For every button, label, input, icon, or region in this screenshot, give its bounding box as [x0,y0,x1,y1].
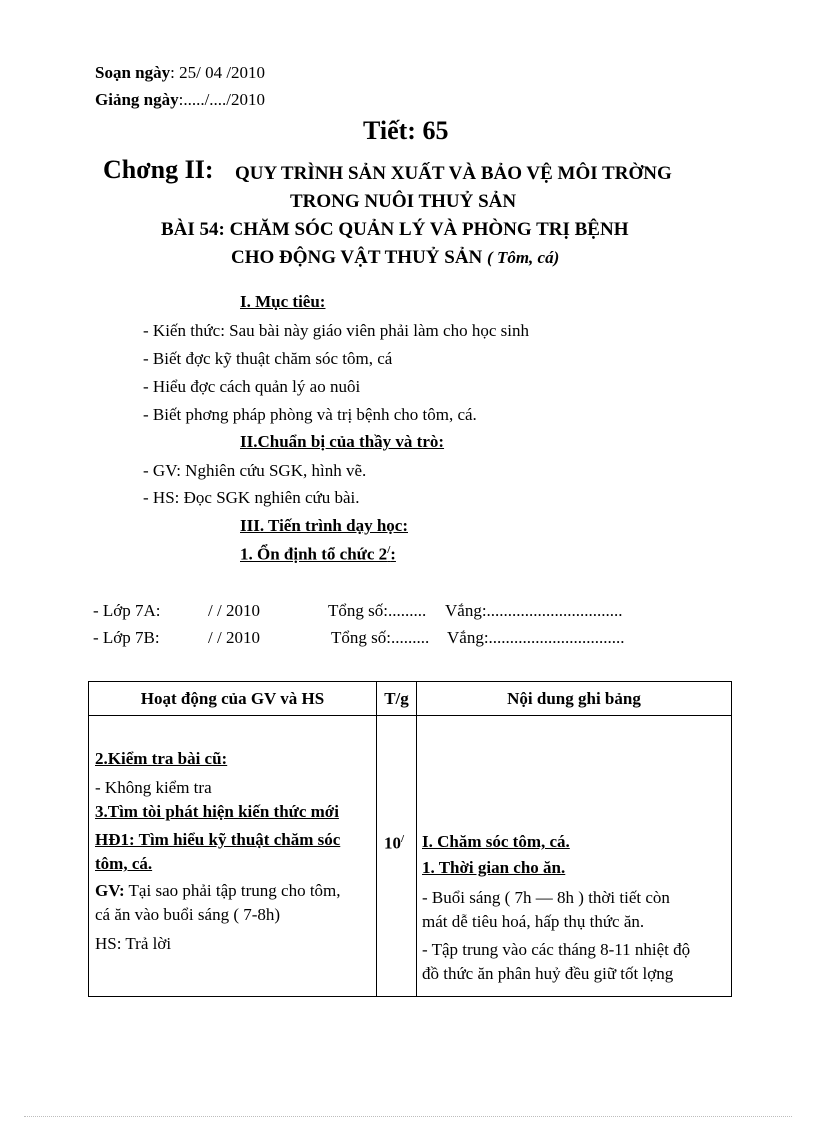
section-preparation-title: II.Chuẩn bị của thầy và trò: [240,432,445,451]
preparation-item: - HS: Đọc SGK nghiên cứu bài. [143,488,360,507]
objective-item: - Biết phơng pháp phòng và trị bệnh cho tôm, cá. [143,405,477,424]
feeding-time-p1-line2: mát dễ tiêu hoá, hấp thụ thức ăn. [422,912,645,931]
giang-ngay-value: :...../..../2010 [178,90,266,109]
lesson-title-text: CHO ĐỘNG VẬT THUỶ SẢN [231,247,483,268]
table-col-divider [376,682,377,996]
lesson-title-line2 [231,247,559,269]
section-procedure-title: III. Tiến trình dạy học: [240,516,408,535]
lesson-period-title: Tiết: 65 [363,116,449,145]
teacher-question-line2: cá ăn vào buổi sáng ( 7-8h) [95,905,281,924]
giang-ngay-line [95,90,265,110]
class-7a-absent: Vắng:................................ [445,601,623,620]
activity1-title-line2: tôm, cá. [95,854,153,873]
table-header-content: Nội dung ghi bảng [507,688,641,708]
class-7b-date: / / 2010 [208,628,260,647]
lesson-title-line1: BÀI 54: CHĂM SÓC QUẢN LÝ VÀ PHÒNG TRỊ BỆNH [161,219,629,240]
class-7b-absent: Vắng:................................ [447,628,625,647]
teacher-label: GV: [95,881,125,900]
chapter-title-line1: QUY TRÌNH SẢN XUẤT VÀ BẢO VỆ MÔI TRỜNG [235,163,672,184]
class-stabilization-text: 1. Ổn định tổ chức 2 [240,544,388,564]
table-header-divider [89,715,731,716]
discovery-title: 3.Tìm tòi phát hiện kiến thức mới [95,802,339,821]
soan-ngay-label: Soạn ngày [95,63,171,82]
table-header-activity: Hoạt động của GV và HS [140,688,325,708]
objective-item: - Biết đợc kỹ thuật chăm sóc tôm, cá [143,349,393,368]
activity1-title-line1: HĐ1: Tìm hiểu kỹ thuật chăm sóc [95,830,341,849]
feeding-time-title: 1. Thời gian cho ăn. [422,858,566,877]
time-minutes-mark: / [401,833,405,845]
preparation-item: - GV: Nghiên cứu SGK, hình vẽ. [143,461,367,480]
review-title: 2.Kiểm tra bài cũ: [95,749,228,768]
class-7a-total: Tổng số:......... [328,601,427,620]
care-section-title: I. Chăm sóc tôm, cá. [422,832,570,851]
feeding-time-p2-line1: - Tập trung vào các tháng 8-11 nhiệt độ [422,940,691,959]
class-stabilization-colon: : [390,544,396,564]
page-bottom-rule [24,1116,792,1117]
soan-ngay-value: : 25/ 04 /2010 [170,63,266,82]
class-7b-total: Tổng số:......... [331,628,430,647]
feeding-time-p2-line2: đồ thức ăn phân huỷ đều giữ tốt lợng [422,964,674,983]
soan-ngay-line [95,63,265,83]
class-stabilization-title [240,544,396,565]
time-value [384,828,404,855]
chapter-prefix: Chơng II: [103,155,214,184]
minutes-mark: / [387,544,391,556]
section-objectives-title: I. Mục tiêu: [240,292,326,311]
class-7b-label: - Lớp 7B: [93,628,160,647]
teacher-question-text: Tại sao phải tập trung cho tôm, [124,881,341,900]
table-header-time: T/g [384,688,409,708]
lesson-table [88,681,732,997]
objective-item: - Kiến thức: Sau bài này giáo viên phải làm cho học sinh [143,321,529,340]
student-answer: HS: Trả lời [95,934,172,953]
class-7a-date: / / 2010 [208,601,260,620]
chapter-title-line2: TRONG NUÔI THUỶ SẢN [290,191,517,212]
lesson-title-note: ( Tôm, cá) [487,248,560,267]
table-col-divider [416,682,417,996]
time-number: 10 [384,833,401,853]
objective-item: - Hiểu đợc cách quản lý ao nuôi [143,377,361,396]
teacher-question-line1 [95,879,341,902]
class-7a-label: - Lớp 7A: [93,601,161,620]
review-text: - Không kiểm tra [95,778,212,797]
giang-ngay-label: Giảng ngày [95,90,179,109]
feeding-time-p1-line1: - Buổi sáng ( 7h — 8h ) thời tiết còn [422,888,670,907]
